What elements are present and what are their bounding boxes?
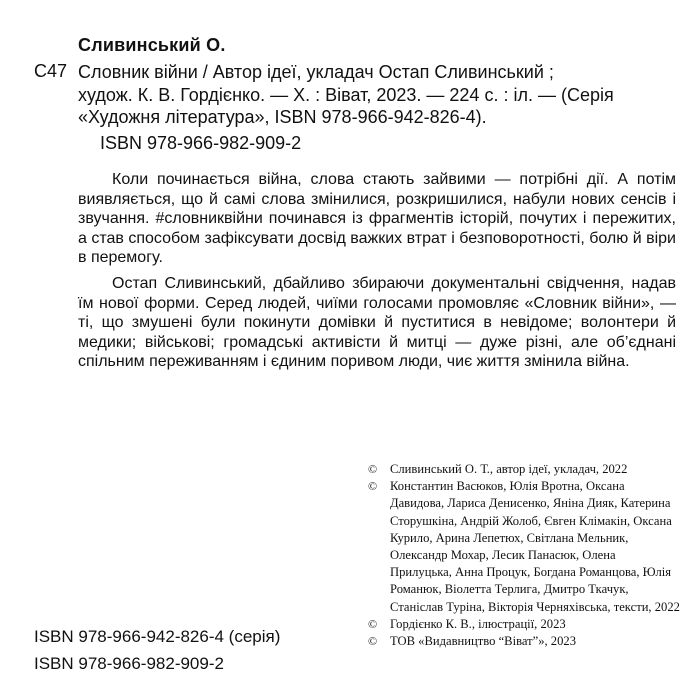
biblio-line: Словник війни / Автор ідеї, укладач Остап Сливинський ;	[78, 62, 554, 82]
copyright-row	[368, 616, 680, 633]
copyright-icon: ©	[368, 634, 378, 649]
classification-code: С47	[34, 61, 68, 81]
copyright-text: Гордієнко К. В., ілюстрації, 2023	[390, 616, 566, 631]
copyright-row	[368, 633, 680, 650]
isbn-list	[34, 623, 280, 677]
author-heading: Сливинський О.	[78, 35, 226, 55]
bibliographic-description	[78, 61, 678, 129]
copyright-text: ТОВ «Видавництво “Віват”», 2023	[390, 634, 576, 649]
copyright-block	[368, 461, 680, 650]
copyright-text: Константин Васюков, Юлія Вротна, Оксана Давидова, Лариса Денисенко, Яніна Дияк, Катерина Сторушкіна, Андрій Жолоб, Євген Клімакін, Оксана Курило, Арина Лепетюх, Світлана Мельник, Олександр Мохар, Лесик Панасюк, Олена Прилуцька, Анна Процук, Богдана Романцова, Юлія Романюк, Віолетта Терлига, Дмитро Ткачук, Станіслав Туріна, Вікторія Черняхівська, тексти, 2022	[390, 479, 680, 614]
isbn-book: ISBN 978-966-982-909-2	[34, 654, 224, 673]
isbn-series: ISBN 978-966-942-826-4 (серія)	[34, 627, 281, 646]
copyright-icon: ©	[368, 479, 378, 494]
copyright-row	[368, 478, 680, 616]
copyright-icon: ©	[368, 462, 378, 476]
copyright-icon: ©	[368, 616, 378, 631]
annotation-paragraph: Остап Сливинський, дбайливо збираючи документальні свідчення, надав їм нової форми. Серед людей, чиїми голосами промовляє «Словник війни», — ті, що змушені були покинути домівки й пуститися в невідоме; волонтери й медики; військові; громадські активісти й митці — дуже різні, але об’єднані спільним переживанням і єдиним поривом люди, чиє життя змінила війна.	[78, 274, 676, 371]
copyright-row	[368, 461, 680, 478]
annotation	[78, 170, 676, 372]
biblio-line: «Художня література», ISBN 978-966-942-826-4).	[78, 107, 487, 127]
isbn-main: ISBN 978-966-982-909-2	[100, 133, 302, 153]
biblio-line: худож. К. В. Гордієнко. — Х. : Віват, 2023. — 224 с. : іл. — (Серія	[78, 84, 614, 105]
annotation-paragraph: Коли починається війна, слова стають зайвими — потрібні дії. А потім виявляється, що й самі слова змінилися, розкришилися, набули нових сенсів і звучання. #словниквійни починався із фрагментів історій, почутих і пережитих, а став способом зафіксувати досвід важких втрат і безповоротності, болю й віри в перемогу.	[78, 171, 676, 267]
copyright-text: Сливинський О. Т., автор ідеї, укладач, 2022	[390, 462, 628, 476]
